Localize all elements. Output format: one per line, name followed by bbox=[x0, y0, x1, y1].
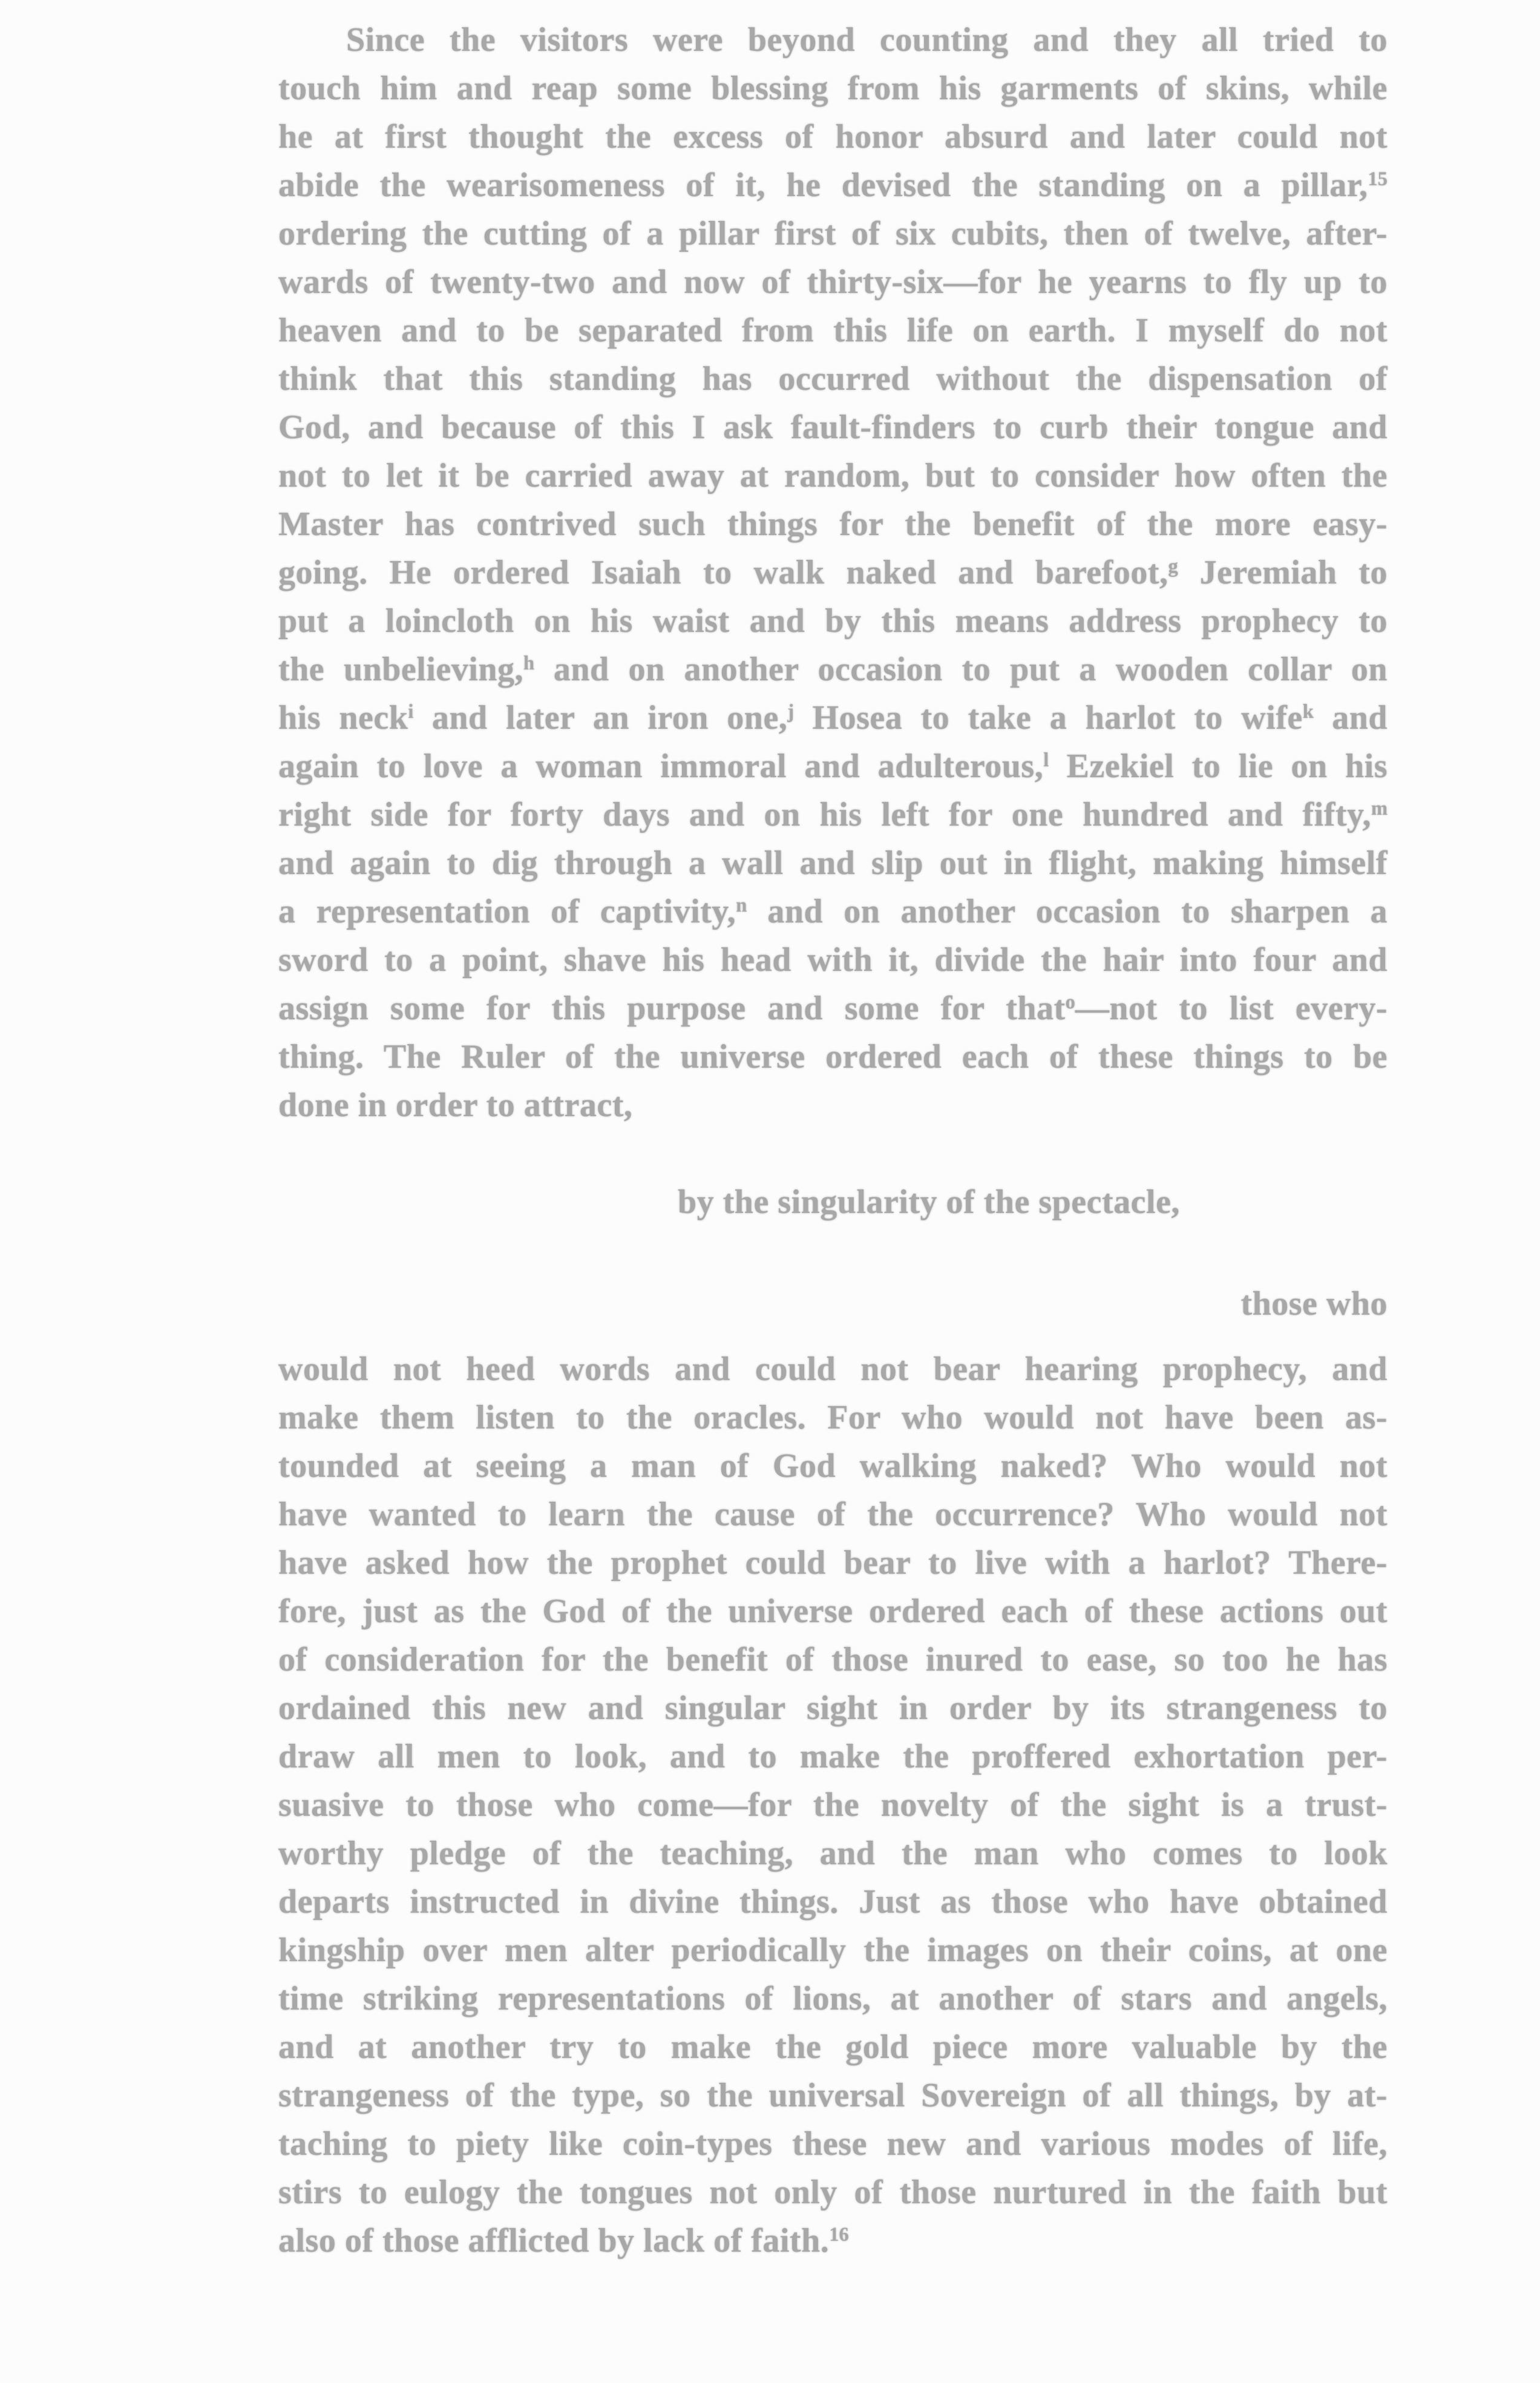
text-line: would not heed words and could not bear hearing prophecy, and bbox=[278, 1350, 1388, 1388]
text-line: Master has contrived such things for the benefit of the more easy- bbox=[278, 505, 1388, 543]
text-line: going. He ordered Isaiah to walk naked and barefoot,$^g$ Jeremiah to bbox=[278, 554, 1388, 591]
footnote-marker: j bbox=[787, 701, 795, 723]
footnote-marker: i bbox=[408, 701, 414, 723]
footnote-marker: 16 bbox=[829, 2224, 849, 2246]
text-line: time striking representations of lions, at another of stars and angels, bbox=[278, 1980, 1388, 2017]
text-line: thing. The Ruler of the universe ordered each of these things to be bbox=[278, 1038, 1388, 1076]
text-line: of consideration for the benefit of those inured to ease, so too he has bbox=[278, 1641, 1388, 1678]
text-line: sword to a point, shave his head with it, divide the hair into four and bbox=[278, 941, 1388, 979]
text-line: done in order to attract, bbox=[278, 1086, 633, 1124]
right-aligned-line: those who bbox=[1240, 1285, 1388, 1323]
text-line: Since the visitors were beyond counting and they all tried to bbox=[346, 21, 1388, 59]
paragraph-1 bbox=[278, 16, 1388, 1129]
footnote-marker: o bbox=[1065, 991, 1075, 1014]
text-line: think that this standing has occurred without the dispensation of bbox=[278, 360, 1388, 398]
text-line: worthy pledge of the teaching, and the man who comes to look bbox=[278, 1835, 1388, 1872]
text-line: heaven and to be separated from this life on earth. I myself do not bbox=[278, 312, 1388, 349]
text-line: have asked how the prophet could bear to live with a harlot? There- bbox=[278, 1544, 1388, 1582]
text-line: he at first thought the excess of honor absurd and later could not bbox=[278, 118, 1388, 156]
text-line: touch him and reap some blessing from his garments of skins, while bbox=[278, 70, 1388, 107]
text-line: kingship over men alter periodically the images on their coins, at one bbox=[278, 1931, 1388, 1969]
text-line: fore, just as the God of the universe ordered each of these actions out bbox=[278, 1593, 1388, 1630]
text-line: right side for forty days and on his left for one hundred and fifty,$^m$ bbox=[278, 796, 1388, 833]
footnote-marker: m bbox=[1371, 798, 1388, 820]
text-line: not to let it be carried away at random, but to consider how often the bbox=[278, 457, 1388, 495]
text-line: stirs to eulogy the tongues not only of those nurtured in the faith but bbox=[278, 2174, 1388, 2211]
text-line: again to love a woman immoral and adulterous,$^l$ Ezekiel to lie on his bbox=[278, 748, 1388, 785]
text-line: his neck$^i$ and later an iron one,$^j$ Hosea to take a harlot to wife$^k$ and bbox=[278, 699, 1388, 737]
text-line: taching to piety like coin-types these new and various modes of life, bbox=[278, 2125, 1388, 2163]
text-line: God, and because of this I ask fault-finders to curb their tongue and bbox=[278, 409, 1388, 446]
text-line: make them listen to the oracles. For who would not have been as- bbox=[278, 1399, 1388, 1436]
text-line: and at another try to make the gold piece more valuable by the bbox=[278, 2028, 1388, 2066]
text-block bbox=[278, 16, 1388, 2265]
footnote-marker: h bbox=[523, 652, 535, 675]
text-line: and again to dig through a wall and slip out in flight, making himself bbox=[278, 844, 1388, 882]
text-line: departs instructed in divine things. Just as those who have obtained bbox=[278, 1883, 1388, 1921]
footnote-marker: 15 bbox=[1368, 168, 1388, 191]
footnote-marker: k bbox=[1302, 701, 1314, 723]
text-line: strangeness of the type, so the universal Sovereign of all things, by at- bbox=[278, 2077, 1388, 2114]
text-line: have wanted to learn the cause of the occurrence? Who would not bbox=[278, 1496, 1388, 1533]
text-line: the unbelieving,$^h$ and on another occasion to put a wooden collar on bbox=[278, 651, 1388, 688]
text-line: wards of twenty-two and now of thirty-six—for he yearns to fly up to bbox=[278, 263, 1388, 301]
text-line: assign some for this purpose and some for that$^o$—not to list every- bbox=[278, 990, 1388, 1027]
text-line: also of those afflicted by lack of faith.$^{16}$ bbox=[278, 2222, 849, 2260]
text-line: tounded at seeing a man of God walking naked? Who would not bbox=[278, 1447, 1388, 1485]
text-line: a representation of captivity,$^n$ and on another occasion to sharpen a bbox=[278, 893, 1388, 930]
text-line: ordained this new and singular sight in order by its strangeness to bbox=[278, 1689, 1388, 1727]
paragraph-2 bbox=[278, 1345, 1388, 2265]
text-line: ordering the cutting of a pillar first of six cubits, then of twelve, after- bbox=[278, 215, 1388, 252]
footnote-marker: n bbox=[736, 895, 747, 917]
text-line: put a loincloth on his waist and by this means address prophecy to bbox=[278, 602, 1388, 640]
text-line: draw all men to look, and to make the proffered exhortation per- bbox=[278, 1738, 1388, 1775]
footnote-marker: g bbox=[1168, 556, 1178, 578]
quote-line: by the singularity of the spectacle, bbox=[678, 1183, 1180, 1221]
text-line: suasive to those who come—for the novelty of the sight is a trust- bbox=[278, 1786, 1388, 1824]
text-line: abide the wearisomeness of it, he devised the standing on a pillar,$^{15}$ bbox=[278, 166, 1388, 204]
footnote-marker: l bbox=[1043, 749, 1049, 772]
